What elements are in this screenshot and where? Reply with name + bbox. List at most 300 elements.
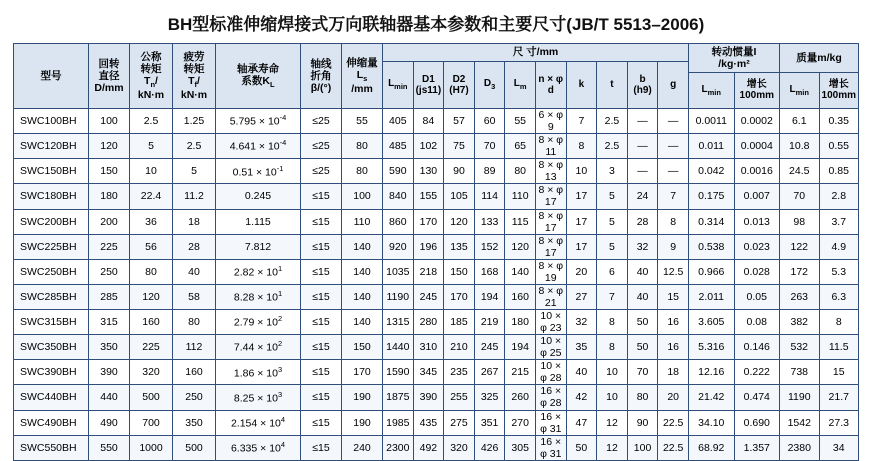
mass-grow-cell: 3.7 <box>819 209 859 234</box>
b-cell: 28 <box>627 209 658 234</box>
mass-lmin-cell: 263 <box>780 284 820 309</box>
bearing-life-cell: 1.115 <box>216 209 301 234</box>
bearing-life-cell: $8.25 \times 10^3$ <box>216 385 301 410</box>
th-bearing-life: 轴承寿命 系数$K_L$ <box>216 44 301 109</box>
d3-cell: 245 <box>474 335 505 360</box>
bearing-life-cell: $2.79 \times 10^2$ <box>216 310 301 335</box>
lm-cell: 160 <box>505 284 536 309</box>
inertia-grow-cell: 1.357 <box>734 435 780 460</box>
d2-cell: 150 <box>444 259 475 284</box>
nominal-torque-cell: 10 <box>130 159 173 184</box>
mass-grow-cell: 0.35 <box>819 109 859 134</box>
b-cell: 80 <box>627 385 658 410</box>
inertia-lmin-cell: 0.042 <box>689 159 735 184</box>
fatigue-torque-cell: 18 <box>173 209 216 234</box>
bearing-life-cell: $0.51 \times 10^{-1}$ <box>216 159 301 184</box>
fatigue-torque-cell: 350 <box>173 410 216 435</box>
table-row <box>14 284 859 309</box>
t-cell: 10 <box>597 360 628 385</box>
inertia-grow-cell: 0.028 <box>734 259 780 284</box>
fatigue-torque-cell: 28 <box>173 234 216 259</box>
d3-cell: 114 <box>474 184 505 209</box>
d3-cell: 194 <box>474 284 505 309</box>
mass-lmin-cell: 10.8 <box>780 134 820 159</box>
n-phi-d-cell: 8 × φ 17 <box>535 184 566 209</box>
mass-grow-cell: 0.55 <box>819 134 859 159</box>
mass-lmin-cell: 6.1 <box>780 109 820 134</box>
n-phi-d-cell: 8 × φ 21 <box>535 284 566 309</box>
k-cell: 40 <box>566 360 597 385</box>
bearing-life-cell: $1.86 \times 10^3$ <box>216 360 301 385</box>
g-cell: 12.5 <box>658 259 689 284</box>
d2-cell: 120 <box>444 209 475 234</box>
lmin-cell: 405 <box>383 109 414 134</box>
d1-cell: 492 <box>413 435 444 460</box>
bearing-life-cell: 0.245 <box>216 184 301 209</box>
table-row <box>14 184 859 209</box>
lm-cell: 270 <box>505 410 536 435</box>
g-cell: — <box>658 109 689 134</box>
th-d1: D1 (js11) <box>413 62 444 109</box>
model-cell: SWC550BH <box>14 435 89 460</box>
model-cell: SWC180BH <box>14 184 89 209</box>
th-rotate-diameter: 回转 直径 D/mm <box>89 44 130 109</box>
mass-grow-cell: 6.3 <box>819 284 859 309</box>
lm-cell: 305 <box>505 435 536 460</box>
d3-cell: 267 <box>474 360 505 385</box>
t-cell: 12 <box>597 435 628 460</box>
rotate-diameter-cell: 180 <box>89 184 130 209</box>
nominal-torque-cell: 36 <box>130 209 173 234</box>
t-cell: 5 <box>597 234 628 259</box>
mass-lmin-cell: 382 <box>780 310 820 335</box>
lmin-cell: 590 <box>383 159 414 184</box>
th-n-phi-d: n × φ d <box>535 62 566 109</box>
d3-cell: 351 <box>474 410 505 435</box>
fatigue-torque-cell: 5 <box>173 159 216 184</box>
mass-lmin-cell: 172 <box>780 259 820 284</box>
axis-angle-cell: ≤25 <box>301 159 342 184</box>
inertia-lmin-cell: 0.966 <box>689 259 735 284</box>
k-cell: 8 <box>566 134 597 159</box>
table-row <box>14 259 859 284</box>
b-cell: — <box>627 134 658 159</box>
table-row <box>14 435 859 460</box>
g-cell: 9 <box>658 234 689 259</box>
d1-cell: 435 <box>413 410 444 435</box>
d3-cell: 426 <box>474 435 505 460</box>
b-cell: — <box>627 159 658 184</box>
telescopic-cell: 240 <box>342 435 383 460</box>
nominal-torque-cell: 120 <box>130 284 173 309</box>
lmin-cell: 920 <box>383 234 414 259</box>
b-cell: — <box>627 109 658 134</box>
table-row <box>14 234 859 259</box>
axis-angle-cell: ≤15 <box>301 234 342 259</box>
inertia-lmin-cell: 0.175 <box>689 184 735 209</box>
k-cell: 50 <box>566 435 597 460</box>
inertia-grow-cell: 0.690 <box>734 410 780 435</box>
model-cell: SWC150BH <box>14 159 89 184</box>
header-row-1 <box>14 44 859 62</box>
k-cell: 17 <box>566 209 597 234</box>
bearing-life-cell: $4.641 \times 10^{-4}$ <box>216 134 301 159</box>
inertia-lmin-cell: 3.605 <box>689 310 735 335</box>
th-mass-grow: 增长 100mm <box>819 72 859 108</box>
k-cell: 42 <box>566 385 597 410</box>
n-phi-d-cell: 8 × φ 17 <box>535 209 566 234</box>
b-cell: 24 <box>627 184 658 209</box>
th-lm: $L_m$ <box>505 62 536 109</box>
axis-angle-cell: ≤15 <box>301 435 342 460</box>
model-cell: SWC200BH <box>14 209 89 234</box>
telescopic-cell: 140 <box>342 310 383 335</box>
inertia-grow-cell: 0.222 <box>734 360 780 385</box>
b-cell: 90 <box>627 410 658 435</box>
d3-cell: 70 <box>474 134 505 159</box>
inertia-lmin-cell: 12.16 <box>689 360 735 385</box>
telescopic-cell: 190 <box>342 385 383 410</box>
mass-grow-cell: 4.9 <box>819 234 859 259</box>
d1-cell: 196 <box>413 234 444 259</box>
model-cell: SWC390BH <box>14 360 89 385</box>
th-inertia-group: 转动惯量I /kg·m² <box>689 44 780 73</box>
rotate-diameter-cell: 550 <box>89 435 130 460</box>
n-phi-d-cell: 10 × φ 23 <box>535 310 566 335</box>
k-cell: 27 <box>566 284 597 309</box>
n-phi-d-cell: 16 × φ 28 <box>535 385 566 410</box>
inertia-lmin-cell: 0.314 <box>689 209 735 234</box>
table-row <box>14 159 859 184</box>
lm-cell: 115 <box>505 209 536 234</box>
b-cell: 100 <box>627 435 658 460</box>
nominal-torque-cell: 1000 <box>130 435 173 460</box>
th-t: t <box>597 62 628 109</box>
mass-lmin-cell: 98 <box>780 209 820 234</box>
nominal-torque-cell: 225 <box>130 335 173 360</box>
n-phi-d-cell: 10 × φ 28 <box>535 360 566 385</box>
lm-cell: 55 <box>505 109 536 134</box>
nominal-torque-cell: 22.4 <box>130 184 173 209</box>
lmin-cell: 1315 <box>383 310 414 335</box>
g-cell: 22.5 <box>658 410 689 435</box>
nominal-torque-cell: 320 <box>130 360 173 385</box>
axis-angle-cell: ≤25 <box>301 109 342 134</box>
rotate-diameter-cell: 150 <box>89 159 130 184</box>
d1-cell: 345 <box>413 360 444 385</box>
nominal-torque-cell: 80 <box>130 259 173 284</box>
d2-cell: 135 <box>444 234 475 259</box>
n-phi-d-cell: 10 × φ 25 <box>535 335 566 360</box>
fatigue-torque-cell: 11.2 <box>173 184 216 209</box>
g-cell: 8 <box>658 209 689 234</box>
nominal-torque-cell: 500 <box>130 385 173 410</box>
th-inertia-grow: 增长 100mm <box>734 72 780 108</box>
mass-lmin-cell: 1190 <box>780 385 820 410</box>
rotate-diameter-cell: 100 <box>89 109 130 134</box>
n-phi-d-cell: 8 × φ 11 <box>535 134 566 159</box>
k-cell: 35 <box>566 335 597 360</box>
d3-cell: 168 <box>474 259 505 284</box>
inertia-grow-cell: 0.0004 <box>734 134 780 159</box>
axis-angle-cell: ≤15 <box>301 360 342 385</box>
telescopic-cell: 80 <box>342 159 383 184</box>
axis-angle-cell: ≤15 <box>301 335 342 360</box>
model-cell: SWC225BH <box>14 234 89 259</box>
lm-cell: 194 <box>505 335 536 360</box>
t-cell: 5 <box>597 184 628 209</box>
t-cell: 10 <box>597 385 628 410</box>
rotate-diameter-cell: 120 <box>89 134 130 159</box>
d2-cell: 235 <box>444 360 475 385</box>
telescopic-cell: 140 <box>342 284 383 309</box>
inertia-grow-cell: 0.05 <box>734 284 780 309</box>
model-cell: SWC100BH <box>14 109 89 134</box>
g-cell: — <box>658 159 689 184</box>
g-cell: 7 <box>658 184 689 209</box>
d1-cell: 280 <box>413 310 444 335</box>
table-row <box>14 109 859 134</box>
fatigue-torque-cell: 40 <box>173 259 216 284</box>
g-cell: — <box>658 134 689 159</box>
th-dimensions-group: 尺 寸/mm <box>383 44 689 62</box>
t-cell: 3 <box>597 159 628 184</box>
inertia-lmin-cell: 0.0011 <box>689 109 735 134</box>
lmin-cell: 1190 <box>383 284 414 309</box>
th-d2: D2 (H7) <box>444 62 475 109</box>
th-inertia-lmin: $L_{min}$ <box>689 72 735 108</box>
axis-angle-cell: ≤15 <box>301 184 342 209</box>
fatigue-torque-cell: 112 <box>173 335 216 360</box>
t-cell: 7 <box>597 284 628 309</box>
axis-angle-cell: ≤25 <box>301 134 342 159</box>
bearing-life-cell: $8.28 \times 10^1$ <box>216 284 301 309</box>
d2-cell: 170 <box>444 284 475 309</box>
th-model: 型号 <box>14 44 89 109</box>
b-cell: 70 <box>627 360 658 385</box>
rotate-diameter-cell: 490 <box>89 410 130 435</box>
inertia-grow-cell: 0.146 <box>734 335 780 360</box>
d2-cell: 275 <box>444 410 475 435</box>
mass-lmin-cell: 70 <box>780 184 820 209</box>
bearing-life-cell: $2.154 \times 10^4$ <box>216 410 301 435</box>
fatigue-torque-cell: 250 <box>173 385 216 410</box>
mass-grow-cell: 27.3 <box>819 410 859 435</box>
mass-lmin-cell: 1542 <box>780 410 820 435</box>
d2-cell: 57 <box>444 109 475 134</box>
d3-cell: 133 <box>474 209 505 234</box>
fatigue-torque-cell: 1.25 <box>173 109 216 134</box>
d1-cell: 310 <box>413 335 444 360</box>
table-row <box>14 385 859 410</box>
g-cell: 15 <box>658 284 689 309</box>
th-mass-group: 质量m/kg <box>780 44 859 73</box>
k-cell: 47 <box>566 410 597 435</box>
inertia-lmin-cell: 0.538 <box>689 234 735 259</box>
bearing-life-cell: $6.335 \times 10^4$ <box>216 435 301 460</box>
g-cell: 22.5 <box>658 435 689 460</box>
lm-cell: 110 <box>505 184 536 209</box>
model-cell: SWC250BH <box>14 259 89 284</box>
b-cell: 50 <box>627 335 658 360</box>
d3-cell: 60 <box>474 109 505 134</box>
th-fatigue-torque: 疲劳 转矩 $T_f/$ kN·m <box>173 44 216 109</box>
inertia-lmin-cell: 34.10 <box>689 410 735 435</box>
model-cell: SWC350BH <box>14 335 89 360</box>
table-row <box>14 335 859 360</box>
nominal-torque-cell: 160 <box>130 310 173 335</box>
lm-cell: 65 <box>505 134 536 159</box>
lm-cell: 80 <box>505 159 536 184</box>
inertia-grow-cell: 0.023 <box>734 234 780 259</box>
th-b: b (h9) <box>627 62 658 109</box>
bearing-life-cell: $5.795 \times 10^{-4}$ <box>216 109 301 134</box>
mass-grow-cell: 5.3 <box>819 259 859 284</box>
axis-angle-cell: ≤15 <box>301 310 342 335</box>
d2-cell: 75 <box>444 134 475 159</box>
axis-angle-cell: ≤15 <box>301 209 342 234</box>
th-telescopic: 伸缩量 $L_s$ /mm <box>342 44 383 109</box>
t-cell: 5 <box>597 209 628 234</box>
telescopic-cell: 55 <box>342 109 383 134</box>
rotate-diameter-cell: 440 <box>89 385 130 410</box>
mass-grow-cell: 0.85 <box>819 159 859 184</box>
inertia-grow-cell: 0.474 <box>734 385 780 410</box>
th-d3: $D_3$ <box>474 62 505 109</box>
th-mass-lmin: $L_{min}$ <box>780 72 820 108</box>
d1-cell: 390 <box>413 385 444 410</box>
telescopic-cell: 170 <box>342 360 383 385</box>
table-row <box>14 410 859 435</box>
fatigue-torque-cell: 500 <box>173 435 216 460</box>
d3-cell: 89 <box>474 159 505 184</box>
b-cell: 40 <box>627 284 658 309</box>
n-phi-d-cell: 8 × φ 17 <box>535 234 566 259</box>
n-phi-d-cell: 8 × φ 13 <box>535 159 566 184</box>
table-row <box>14 360 859 385</box>
fatigue-torque-cell: 2.5 <box>173 134 216 159</box>
inertia-grow-cell: 0.013 <box>734 209 780 234</box>
lmin-cell: 1985 <box>383 410 414 435</box>
model-cell: SWC490BH <box>14 410 89 435</box>
th-g: g <box>658 62 689 109</box>
rotate-diameter-cell: 250 <box>89 259 130 284</box>
d2-cell: 255 <box>444 385 475 410</box>
d2-cell: 320 <box>444 435 475 460</box>
rotate-diameter-cell: 350 <box>89 335 130 360</box>
d2-cell: 185 <box>444 310 475 335</box>
k-cell: 17 <box>566 184 597 209</box>
t-cell: 2.5 <box>597 109 628 134</box>
telescopic-cell: 150 <box>342 335 383 360</box>
inertia-grow-cell: 0.007 <box>734 184 780 209</box>
telescopic-cell: 110 <box>342 209 383 234</box>
table-body <box>14 109 859 461</box>
d3-cell: 325 <box>474 385 505 410</box>
k-cell: 7 <box>566 109 597 134</box>
mass-grow-cell: 11.5 <box>819 335 859 360</box>
model-cell: SWC285BH <box>14 284 89 309</box>
lmin-cell: 485 <box>383 134 414 159</box>
d2-cell: 105 <box>444 184 475 209</box>
axis-angle-cell: ≤15 <box>301 259 342 284</box>
d3-cell: 152 <box>474 234 505 259</box>
model-cell: SWC120BH <box>14 134 89 159</box>
model-cell: SWC315BH <box>14 310 89 335</box>
d3-cell: 219 <box>474 310 505 335</box>
bearing-life-cell: $7.44 \times 10^2$ <box>216 335 301 360</box>
nominal-torque-cell: 700 <box>130 410 173 435</box>
lmin-cell: 840 <box>383 184 414 209</box>
inertia-grow-cell: 0.0002 <box>734 109 780 134</box>
lm-cell: 260 <box>505 385 536 410</box>
lm-cell: 215 <box>505 360 536 385</box>
telescopic-cell: 140 <box>342 234 383 259</box>
fatigue-torque-cell: 160 <box>173 360 216 385</box>
n-phi-d-cell: 16 × φ 31 <box>535 435 566 460</box>
inertia-grow-cell: 0.0016 <box>734 159 780 184</box>
table-row <box>14 134 859 159</box>
mass-grow-cell: 8 <box>819 310 859 335</box>
d1-cell: 130 <box>413 159 444 184</box>
d1-cell: 170 <box>413 209 444 234</box>
g-cell: 16 <box>658 310 689 335</box>
telescopic-cell: 140 <box>342 259 383 284</box>
th-k: k <box>566 62 597 109</box>
lmin-cell: 1875 <box>383 385 414 410</box>
t-cell: 8 <box>597 310 628 335</box>
table-row <box>14 310 859 335</box>
nominal-torque-cell: 56 <box>130 234 173 259</box>
lmin-cell: 1035 <box>383 259 414 284</box>
inertia-grow-cell: 0.08 <box>734 310 780 335</box>
rotate-diameter-cell: 390 <box>89 360 130 385</box>
mass-grow-cell: 15 <box>819 360 859 385</box>
lmin-cell: 1440 <box>383 335 414 360</box>
d1-cell: 102 <box>413 134 444 159</box>
mass-grow-cell: 2.8 <box>819 184 859 209</box>
k-cell: 10 <box>566 159 597 184</box>
rotate-diameter-cell: 285 <box>89 284 130 309</box>
n-phi-d-cell: 6 × φ 9 <box>535 109 566 134</box>
model-cell: SWC440BH <box>14 385 89 410</box>
th-axis-angle: 轴线 折角 β/(°) <box>301 44 342 109</box>
mass-lmin-cell: 24.5 <box>780 159 820 184</box>
lm-cell: 180 <box>505 310 536 335</box>
k-cell: 32 <box>566 310 597 335</box>
mass-lmin-cell: 2380 <box>780 435 820 460</box>
lmin-cell: 2300 <box>383 435 414 460</box>
g-cell: 20 <box>658 385 689 410</box>
inertia-lmin-cell: 21.42 <box>689 385 735 410</box>
b-cell: 50 <box>627 310 658 335</box>
mass-lmin-cell: 122 <box>780 234 820 259</box>
telescopic-cell: 100 <box>342 184 383 209</box>
d1-cell: 84 <box>413 109 444 134</box>
table-header <box>14 44 859 109</box>
n-phi-d-cell: 8 × φ 19 <box>535 259 566 284</box>
mass-grow-cell: 34 <box>819 435 859 460</box>
n-phi-d-cell: 16 × φ 31 <box>535 410 566 435</box>
b-cell: 40 <box>627 259 658 284</box>
th-lmin: $L_{min}$ <box>383 62 414 109</box>
telescopic-cell: 190 <box>342 410 383 435</box>
t-cell: 6 <box>597 259 628 284</box>
lm-cell: 120 <box>505 234 536 259</box>
inertia-lmin-cell: 2.011 <box>689 284 735 309</box>
nominal-torque-cell: 2.5 <box>130 109 173 134</box>
rotate-diameter-cell: 225 <box>89 234 130 259</box>
